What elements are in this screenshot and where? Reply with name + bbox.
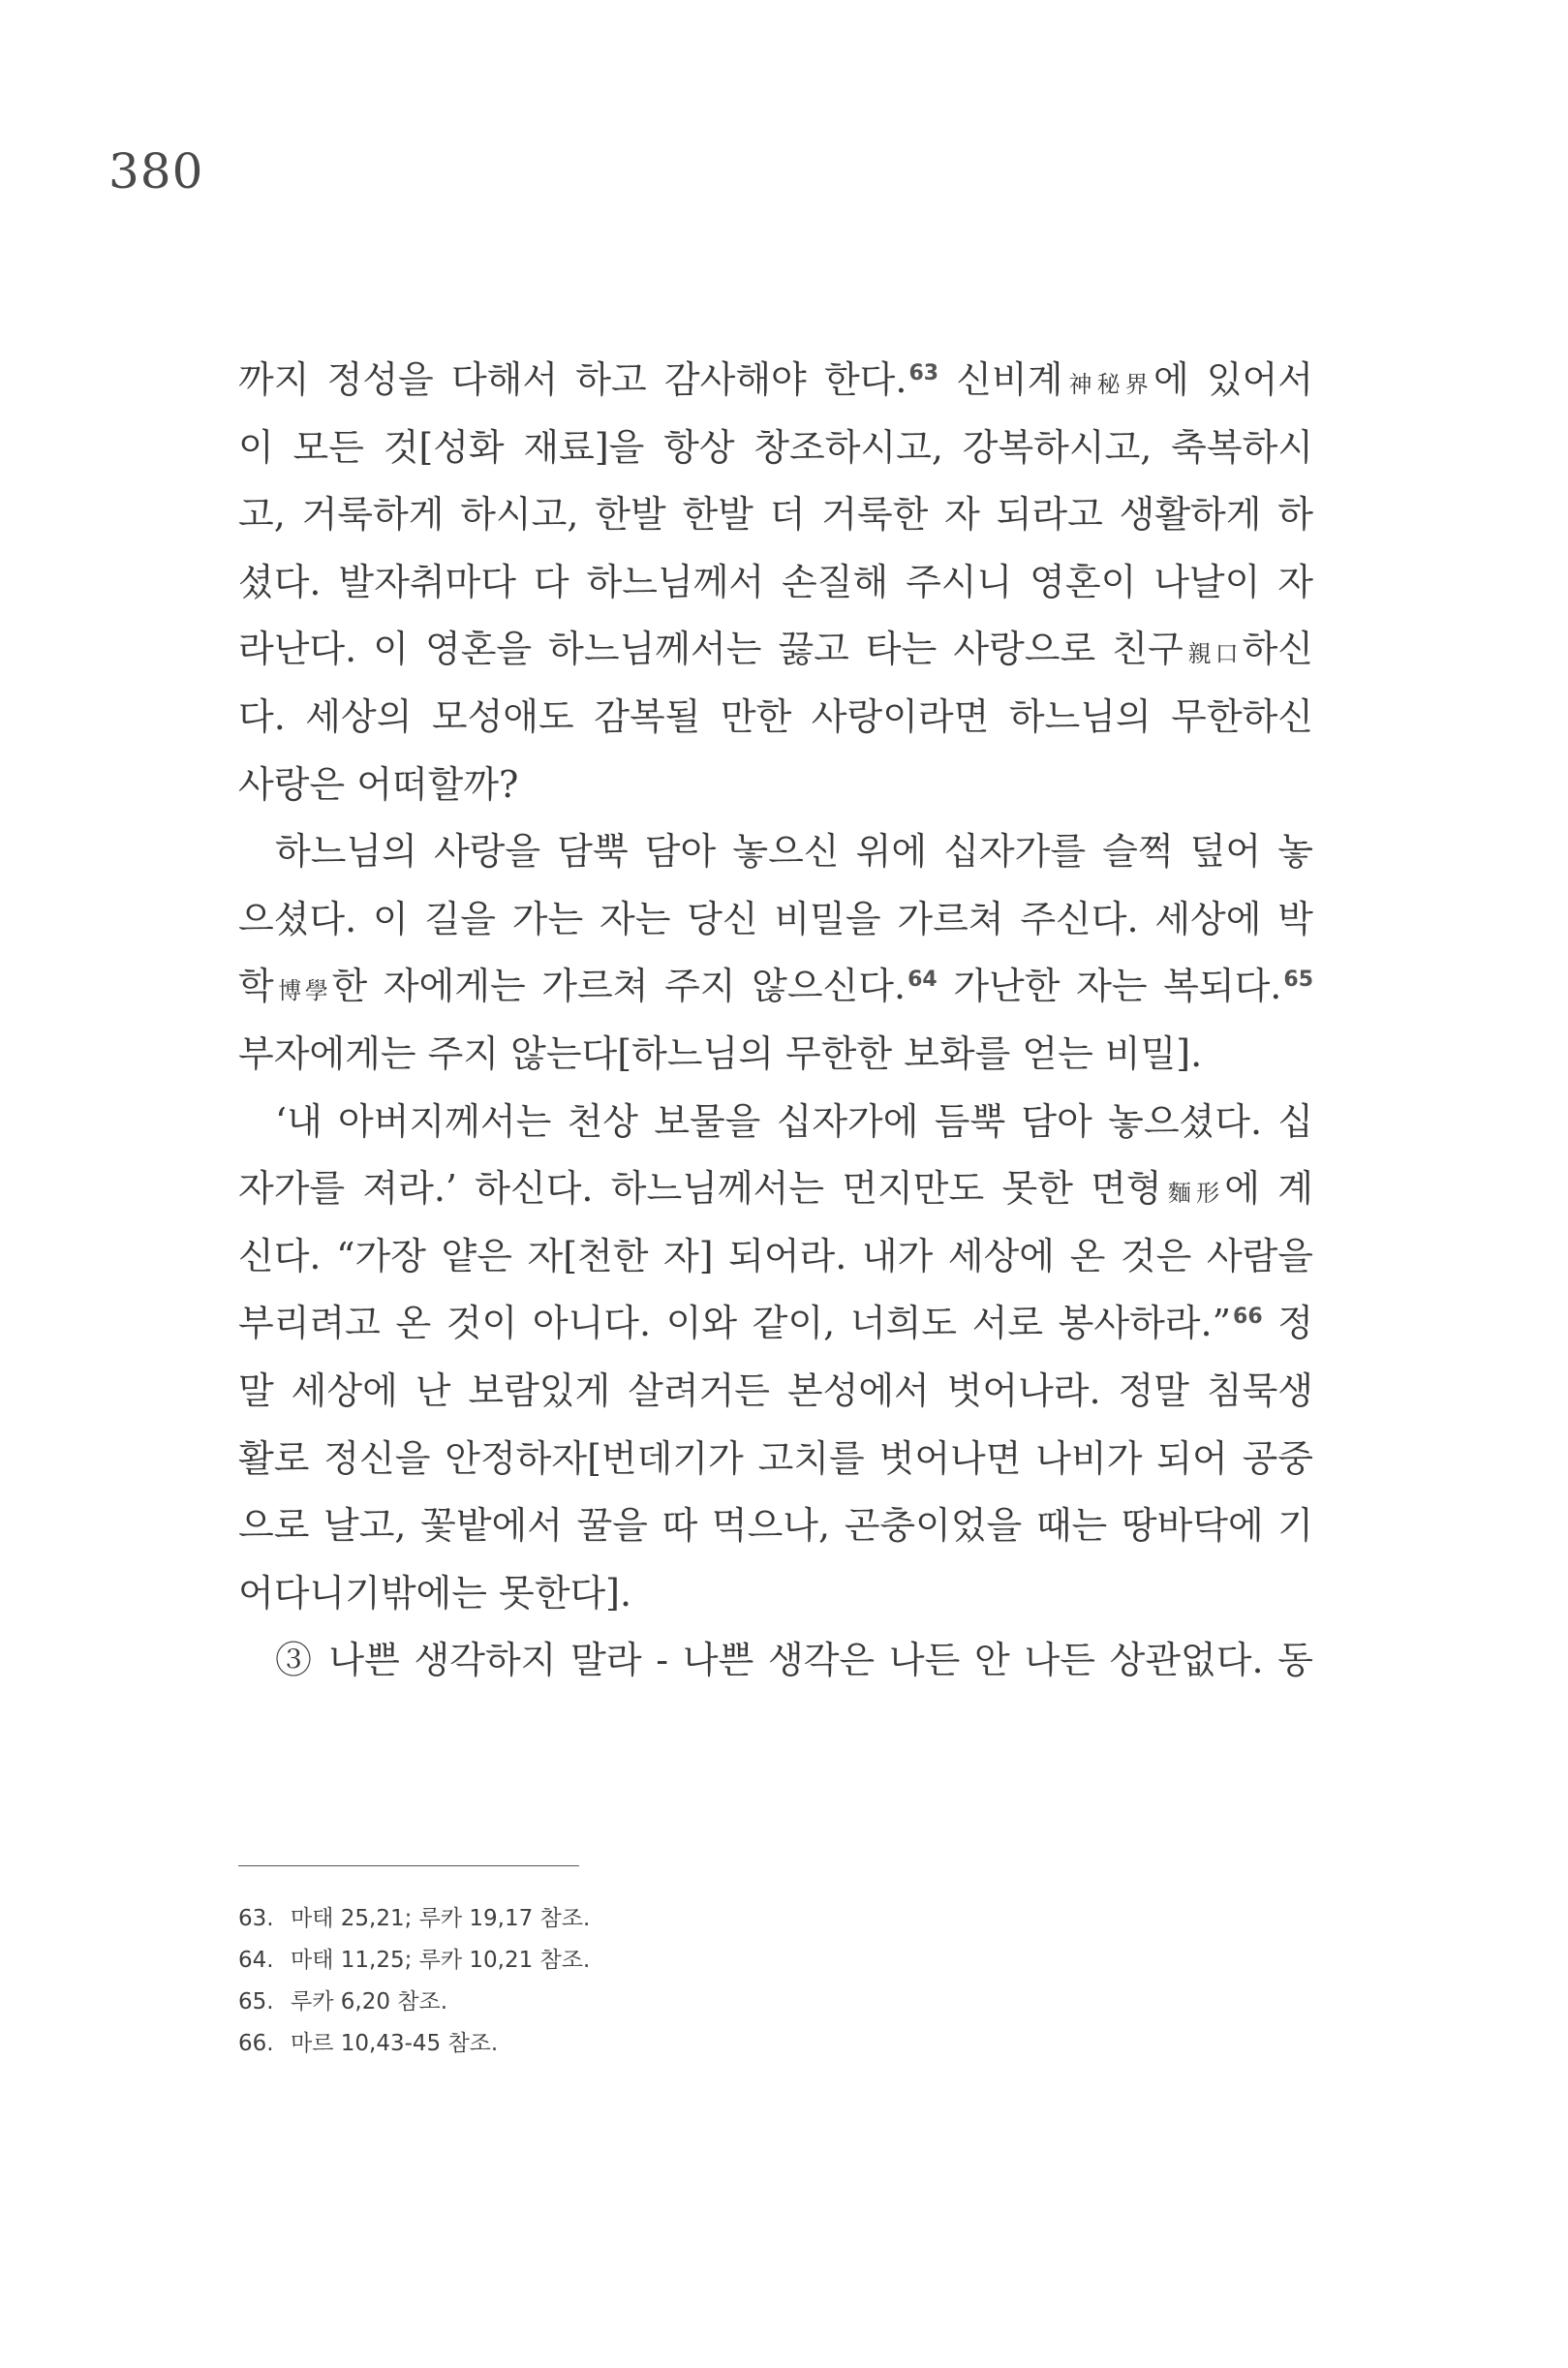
footnote bbox=[238, 1982, 590, 2023]
footnote-text: 루카 6,20 참조. bbox=[291, 1989, 448, 2014]
footnote-text: 마태 11,25; 루카 10,21 참조. bbox=[291, 1948, 591, 1973]
text-segment: 학 bbox=[238, 965, 274, 1008]
footnote-number: 63. bbox=[238, 1906, 274, 1931]
text-line: 으셨다. 이 길을 가는 자는 당신 비밀을 가르쳐 주신다. 세상에 박 bbox=[238, 897, 1313, 940]
text-line: 고, 거룩하게 하시고, 한발 한발 더 거룩한 자 되라고 생활하게 하 bbox=[238, 493, 1313, 537]
text-segment: 에 계 bbox=[1224, 1167, 1314, 1211]
text-line bbox=[238, 1290, 1313, 1358]
hanja-annotation: 博學 bbox=[273, 977, 332, 1005]
text-line: 말 세상에 난 보람있게 살려거든 본성에서 벗어나라. 정말 침묵생 bbox=[238, 1369, 1313, 1412]
text-line: 어다니기밖에는 못한다]. bbox=[238, 1571, 632, 1615]
text-line: 신다. “가장 얕은 자[천한 자] 되어라. 내가 세상에 온 것은 사람을 bbox=[238, 1234, 1313, 1277]
footnotes bbox=[238, 1898, 590, 2065]
text-segment: 한 자에게는 가르쳐 주지 않으신다. bbox=[331, 965, 907, 1008]
text-segment: 자가를 져라.’ 하신다. 하느님께서는 먼지만도 못한 면형 bbox=[238, 1167, 1162, 1211]
footnote-text: 마르 10,43-45 참조. bbox=[291, 2031, 499, 2056]
footnote-ref[interactable]: 65 bbox=[1283, 968, 1314, 993]
footnote-ref[interactable]: 64 bbox=[907, 968, 938, 993]
text-segment: 가난한 자는 복되다. bbox=[937, 965, 1282, 1008]
page-number: 380 bbox=[108, 143, 204, 200]
text-segment: 부리려고 온 것이 아니다. 이와 같이, 너희도 서로 봉사하라.” bbox=[238, 1302, 1232, 1345]
text-segment: 하신 bbox=[1242, 628, 1314, 671]
hanja-annotation: 親口 bbox=[1183, 640, 1243, 668]
text-line: 으로 날고, 꽃밭에서 꿀을 따 먹으나, 곤충이었을 때는 땅바닥에 기 bbox=[238, 1504, 1313, 1548]
body-text bbox=[238, 347, 1313, 1695]
footnote-ref[interactable]: 66 bbox=[1233, 1305, 1263, 1330]
text-line: 다. 세상의 모성애도 감복될 만한 사랑이라면 하느님의 무한하신 bbox=[238, 694, 1313, 738]
text-line bbox=[238, 616, 1313, 684]
text-line: 부자에게는 주지 않는다[하느님의 무한한 보화를 얻는 비밀]. bbox=[238, 1031, 1203, 1075]
footnote bbox=[238, 1940, 590, 1982]
text-line bbox=[238, 953, 1313, 1021]
footnote bbox=[238, 1898, 590, 1940]
text-segment: 정 bbox=[1262, 1302, 1313, 1345]
footnote-number: 64. bbox=[238, 1948, 274, 1973]
text-line: 사랑은 어떠할까? bbox=[238, 762, 519, 806]
text-line: 하느님의 사랑을 담뿍 담아 놓으신 위에 십자가를 슬쩍 덮어 놓 bbox=[275, 830, 1313, 874]
text-line: ③ 나쁜 생각하지 말라 - 나쁜 생각은 나든 안 나든 상관없다. 동 bbox=[275, 1639, 1313, 1682]
footnote-number: 66. bbox=[238, 2031, 274, 2056]
text-line: 이 모든 것[성화 재료]을 항상 창조하시고, 강복하시고, 축복하시 bbox=[238, 425, 1313, 469]
footnote-divider bbox=[238, 1865, 579, 1866]
hanja-annotation: 麵形 bbox=[1161, 1180, 1225, 1208]
footnote-text: 마태 25,21; 루카 19,17 참조. bbox=[291, 1906, 591, 1931]
text-line: 활로 정신을 안정하자[번데기가 고치를 벗어나면 나비가 되어 공중 bbox=[238, 1436, 1313, 1480]
text-line bbox=[238, 1155, 1313, 1223]
hanja-annotation: 神秘界 bbox=[1062, 371, 1153, 398]
text-segment: 까지 정성을 다해서 하고 감사해야 한다. bbox=[238, 358, 907, 401]
footnote-ref[interactable]: 63 bbox=[908, 360, 939, 385]
text-segment: 신비계 bbox=[938, 358, 1063, 401]
text-line bbox=[238, 347, 1313, 415]
text-segment: 라난다. 이 영혼을 하느님께서는 끓고 타는 사랑으로 친구 bbox=[238, 628, 1184, 671]
text-segment: 에 있어서 bbox=[1153, 358, 1313, 401]
text-line: ‘내 아버지께서는 천상 보물을 십자가에 듬뿍 담아 놓으셨다. 십 bbox=[275, 1099, 1313, 1143]
footnote bbox=[238, 2023, 590, 2065]
text-line: 셨다. 발자취마다 다 하느님께서 손질해 주시니 영혼이 나날이 자 bbox=[238, 560, 1313, 603]
footnote-number: 65. bbox=[238, 1989, 274, 2014]
